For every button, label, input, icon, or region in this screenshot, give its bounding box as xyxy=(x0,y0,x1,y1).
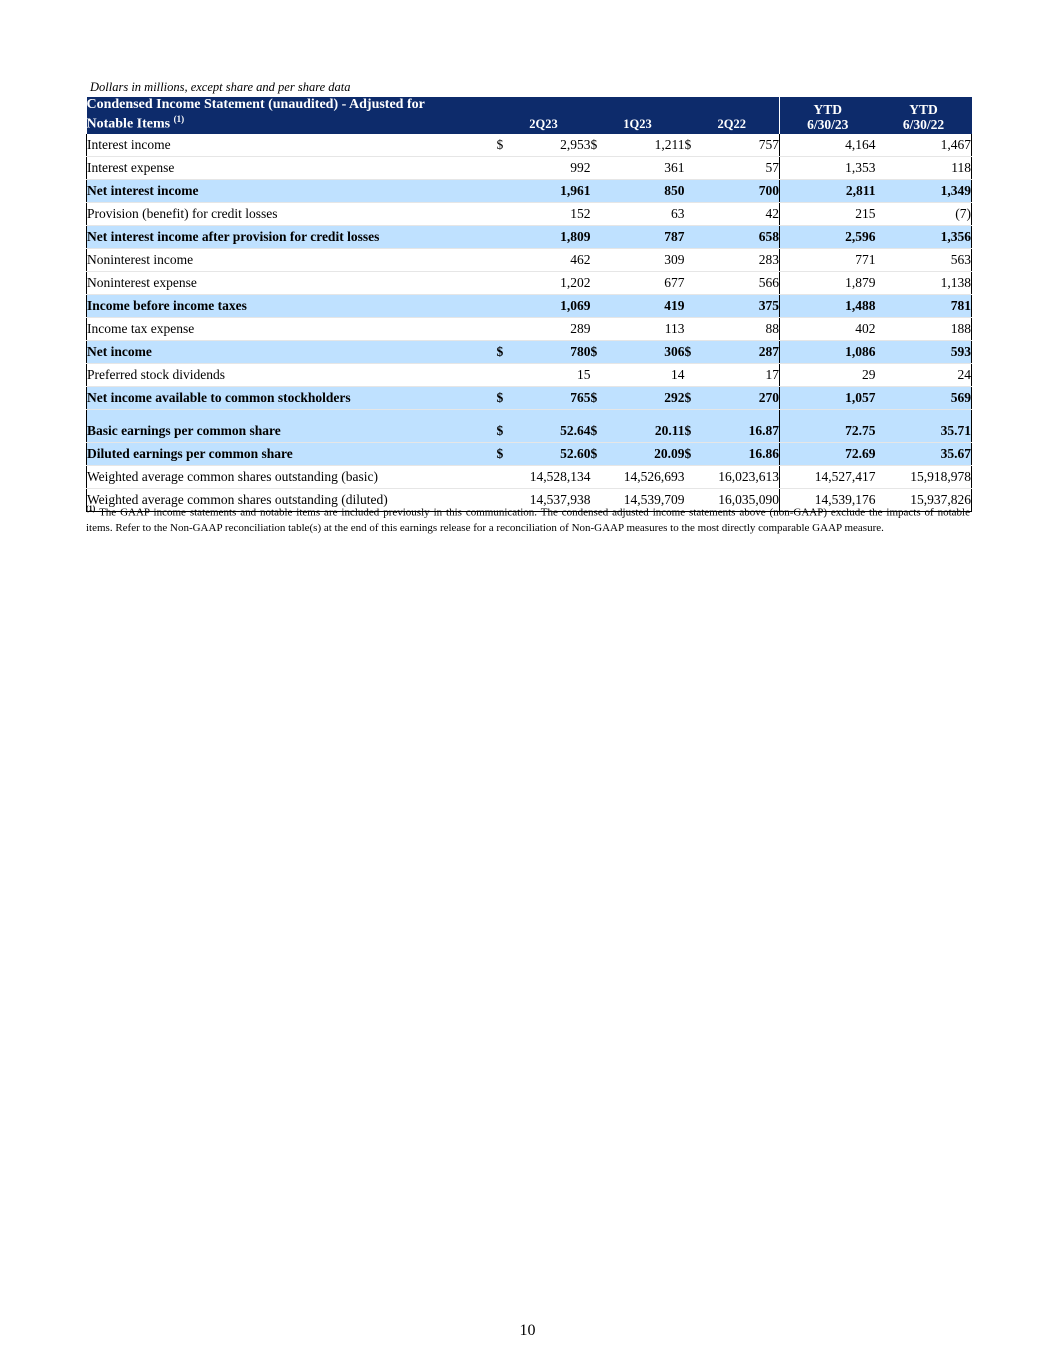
value-cell: 1,349 xyxy=(876,179,972,202)
table-row xyxy=(87,465,972,488)
value-cell: 361 xyxy=(609,156,685,179)
currency-symbol xyxy=(685,179,703,202)
value-cell: 14,528,134 xyxy=(515,465,591,488)
row-label: Preferred stock dividends xyxy=(87,363,497,386)
currency-symbol xyxy=(497,294,515,317)
currency-symbol: $ xyxy=(497,386,515,409)
value-cell: 52.60 xyxy=(515,442,591,465)
value-cell: 14,539,709 xyxy=(609,488,685,511)
value-cell: 35.71 xyxy=(876,420,972,443)
value-cell: 4,164 xyxy=(780,134,876,157)
value-cell: 566 xyxy=(703,271,780,294)
value-cell: 15 xyxy=(515,363,591,386)
table-row xyxy=(87,294,972,317)
value-cell: 14,539,176 xyxy=(780,488,876,511)
row-label: Net interest income xyxy=(87,179,497,202)
value-cell: 593 xyxy=(876,340,972,363)
table-row xyxy=(87,179,972,202)
value-cell: 17 xyxy=(703,363,780,386)
value-cell: 72.69 xyxy=(780,442,876,465)
currency-symbol xyxy=(591,248,609,271)
value-cell: 35.67 xyxy=(876,442,972,465)
value-cell: 402 xyxy=(780,317,876,340)
value-cell: 309 xyxy=(609,248,685,271)
col-header-1q23: 1Q23 xyxy=(591,97,685,134)
value-cell: 1,138 xyxy=(876,271,972,294)
value-cell: 14,527,417 xyxy=(780,465,876,488)
value-cell: 1,356 xyxy=(876,225,972,248)
currency-symbol xyxy=(685,156,703,179)
value-cell: 1,488 xyxy=(780,294,876,317)
row-label: Interest income xyxy=(87,134,497,157)
value-cell: 781 xyxy=(876,294,972,317)
row-label: Net interest income after provision for credit losses xyxy=(87,225,497,248)
value-cell: 419 xyxy=(609,294,685,317)
currency-symbol: $ xyxy=(497,442,515,465)
currency-symbol xyxy=(685,294,703,317)
value-cell: 1,069 xyxy=(515,294,591,317)
currency-symbol xyxy=(591,202,609,225)
value-cell: 2,596 xyxy=(780,225,876,248)
value-cell: 15,937,826 xyxy=(876,488,972,511)
value-cell: 118 xyxy=(876,156,972,179)
value-cell: 16,035,090 xyxy=(703,488,780,511)
currency-symbol: $ xyxy=(591,134,609,157)
table-row xyxy=(87,340,972,363)
value-cell: 658 xyxy=(703,225,780,248)
row-label: Basic earnings per common share xyxy=(87,420,497,443)
currency-symbol xyxy=(591,271,609,294)
table-row xyxy=(87,420,972,443)
value-cell: 700 xyxy=(703,179,780,202)
value-cell: 188 xyxy=(876,317,972,340)
row-label: Net income available to common stockholders xyxy=(87,386,497,409)
currency-symbol xyxy=(497,363,515,386)
row-label: Noninterest expense xyxy=(87,271,497,294)
value-cell: 992 xyxy=(515,156,591,179)
value-cell: 57 xyxy=(703,156,780,179)
row-label: Net income xyxy=(87,340,497,363)
currency-symbol xyxy=(685,317,703,340)
value-cell: 16.87 xyxy=(703,420,780,443)
currency-symbol xyxy=(685,465,703,488)
col-header-ytd-2023: YTD 6/30/23 xyxy=(780,97,876,134)
value-cell: 52.64 xyxy=(515,420,591,443)
value-cell: 375 xyxy=(703,294,780,317)
value-cell: 1,809 xyxy=(515,225,591,248)
row-label: Provision (benefit) for credit losses xyxy=(87,202,497,225)
value-cell: 42 xyxy=(703,202,780,225)
currency-symbol xyxy=(497,465,515,488)
value-cell: 72.75 xyxy=(780,420,876,443)
table-row xyxy=(87,317,972,340)
spacer-row xyxy=(87,409,972,420)
value-cell: 292 xyxy=(609,386,685,409)
value-cell: 15,918,978 xyxy=(876,465,972,488)
currency-symbol: $ xyxy=(497,420,515,443)
row-label: Noninterest income xyxy=(87,248,497,271)
value-cell: 14,537,938 xyxy=(515,488,591,511)
table-title: Condensed Income Statement (unaudited) - Adjusted for Notable Items $^{(1)}$ xyxy=(87,97,497,134)
row-label: Income tax expense xyxy=(87,317,497,340)
value-cell: 14 xyxy=(609,363,685,386)
value-cell: (7) xyxy=(876,202,972,225)
currency-symbol xyxy=(497,202,515,225)
table-row xyxy=(87,134,972,157)
value-cell: 757 xyxy=(703,134,780,157)
row-label: Weighted average common shares outstanding (diluted) xyxy=(87,488,497,511)
value-cell: 677 xyxy=(609,271,685,294)
table-row xyxy=(87,386,972,409)
currency-symbol: $ xyxy=(591,442,609,465)
row-label: Weighted average common shares outstanding (basic) xyxy=(87,465,497,488)
units-note: Dollars in millions, except share and per share data xyxy=(90,80,351,94)
row-label: Interest expense xyxy=(87,156,497,179)
value-cell: 765 xyxy=(515,386,591,409)
currency-symbol xyxy=(591,294,609,317)
value-cell: 1,353 xyxy=(780,156,876,179)
currency-symbol xyxy=(591,179,609,202)
value-cell: 270 xyxy=(703,386,780,409)
value-cell: 2,953 xyxy=(515,134,591,157)
currency-symbol: $ xyxy=(497,340,515,363)
currency-symbol xyxy=(497,156,515,179)
value-cell: 771 xyxy=(780,248,876,271)
currency-symbol xyxy=(497,271,515,294)
col-header-ytd-2022: YTD 6/30/22 xyxy=(876,97,972,134)
currency-symbol xyxy=(591,156,609,179)
value-cell: 1,879 xyxy=(780,271,876,294)
currency-symbol: $ xyxy=(685,340,703,363)
value-cell: 2,811 xyxy=(780,179,876,202)
value-cell: 20.09 xyxy=(609,442,685,465)
value-cell: 780 xyxy=(515,340,591,363)
currency-symbol: $ xyxy=(591,420,609,443)
value-cell: 29 xyxy=(780,363,876,386)
value-cell: 569 xyxy=(876,386,972,409)
value-cell: 289 xyxy=(515,317,591,340)
value-cell: 88 xyxy=(703,317,780,340)
row-label: Income before income taxes xyxy=(87,294,497,317)
col-header-2q23: 2Q23 xyxy=(497,97,591,134)
value-cell: 563 xyxy=(876,248,972,271)
currency-symbol: $ xyxy=(685,386,703,409)
col-header-2q22: 2Q22 xyxy=(685,97,780,134)
table-row xyxy=(87,442,972,465)
currency-symbol xyxy=(685,363,703,386)
value-cell: 152 xyxy=(515,202,591,225)
currency-symbol xyxy=(685,225,703,248)
footnote-mark: (1) xyxy=(86,504,96,513)
currency-symbol xyxy=(497,248,515,271)
value-cell: 1,086 xyxy=(780,340,876,363)
value-cell: 24 xyxy=(876,363,972,386)
value-cell: 215 xyxy=(780,202,876,225)
currency-symbol xyxy=(591,363,609,386)
value-cell: 113 xyxy=(609,317,685,340)
value-cell: 14,526,693 xyxy=(609,465,685,488)
value-cell: 306 xyxy=(609,340,685,363)
currency-symbol: $ xyxy=(685,442,703,465)
footnote-text: The GAAP income statements and notable items are included previously in this communication. The condensed adjusted income statements above (non-GAAP) exclude the impacts of notable items. Refer to the Non-GAAP reconciliation table(s) at the end of this earnings release for a reconciliation of Non-GAAP measures to the most directly comparable GAAP measure. xyxy=(86,506,970,534)
currency-symbol xyxy=(591,317,609,340)
value-cell: 1,211 xyxy=(609,134,685,157)
currency-symbol xyxy=(591,225,609,248)
value-cell: 1,057 xyxy=(780,386,876,409)
table-row xyxy=(87,248,972,271)
table-row xyxy=(87,225,972,248)
table-row xyxy=(87,202,972,225)
table-row xyxy=(87,156,972,179)
currency-symbol: $ xyxy=(685,134,703,157)
currency-symbol xyxy=(685,202,703,225)
value-cell: 16.86 xyxy=(703,442,780,465)
value-cell: 1,961 xyxy=(515,179,591,202)
currency-symbol: $ xyxy=(591,386,609,409)
currency-symbol: $ xyxy=(591,340,609,363)
currency-symbol: $ xyxy=(685,420,703,443)
value-cell: 63 xyxy=(609,202,685,225)
currency-symbol xyxy=(497,317,515,340)
value-cell: 16,023,613 xyxy=(703,465,780,488)
value-cell: 787 xyxy=(609,225,685,248)
value-cell: 287 xyxy=(703,340,780,363)
row-label: Diluted earnings per common share xyxy=(87,442,497,465)
currency-symbol xyxy=(685,271,703,294)
currency-symbol: $ xyxy=(497,134,515,157)
page-number: 10 xyxy=(519,1322,536,1339)
currency-symbol xyxy=(497,179,515,202)
value-cell: 1,202 xyxy=(515,271,591,294)
currency-symbol xyxy=(685,248,703,271)
value-cell: 1,467 xyxy=(876,134,972,157)
currency-symbol xyxy=(497,225,515,248)
table-header-row xyxy=(87,97,972,134)
table-row xyxy=(87,271,972,294)
footnote xyxy=(86,501,970,536)
value-cell: 283 xyxy=(703,248,780,271)
value-cell: 20.11 xyxy=(609,420,685,443)
currency-symbol xyxy=(591,465,609,488)
value-cell: 462 xyxy=(515,248,591,271)
value-cell: 850 xyxy=(609,179,685,202)
table-row xyxy=(87,363,972,386)
income-statement-table xyxy=(86,97,972,512)
